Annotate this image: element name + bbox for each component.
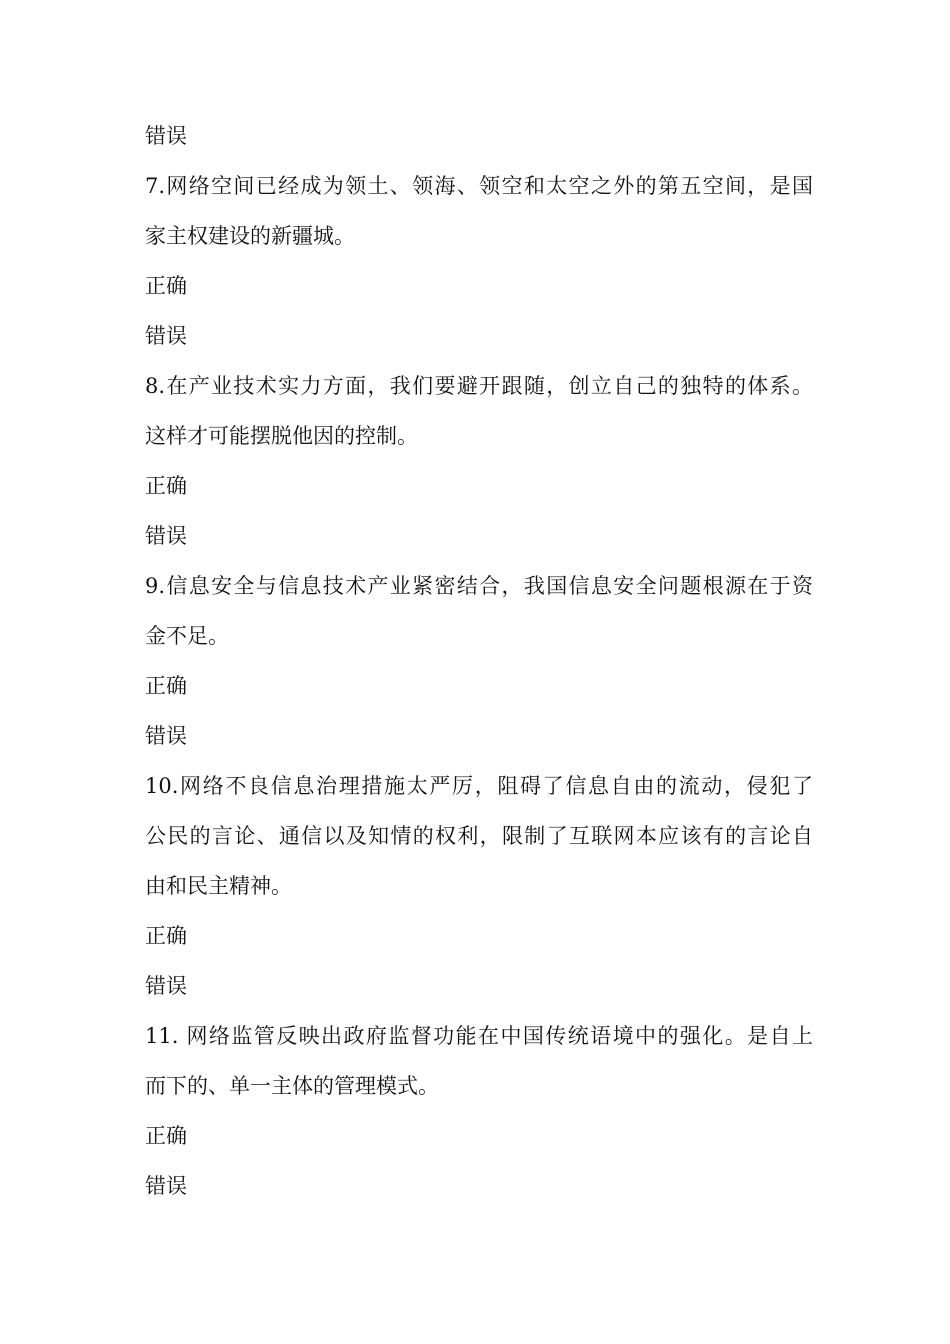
- option-wrong: 错误: [145, 324, 187, 348]
- question-7: [145, 161, 813, 361]
- option-wrong: 错误: [145, 724, 187, 748]
- question-text-line: 由和民主精神。: [145, 874, 292, 898]
- question-11: [145, 1011, 813, 1211]
- question-text-line: 9.信息安全与信息技术产业紧密结合，我国信息安全问题根源在于资: [145, 574, 813, 598]
- option-wrong: 错误: [145, 974, 187, 998]
- question-text-line: 11. 网络监管反映出政府监督功能在中国传统语境中的强化。是自上: [145, 1024, 813, 1048]
- question-text-line: 家主权建设的新疆城。: [145, 224, 355, 248]
- option-correct: 正确: [145, 1124, 187, 1148]
- question-text-line: 10.网络不良信息治理措施太严厉，阻碍了信息自由的流动，侵犯了: [145, 774, 813, 798]
- question-text-line: 公民的言论、通信以及知情的权利，限制了互联网本应该有的言论自: [145, 824, 813, 848]
- option-wrong: 错误: [145, 1174, 187, 1198]
- option-correct: 正确: [145, 674, 187, 698]
- option-correct: 正确: [145, 474, 187, 498]
- option-correct: 正确: [145, 274, 187, 298]
- question-9: [145, 561, 813, 761]
- option-wrong: 错误: [145, 124, 187, 148]
- question-text-line: 这样才可能摆脱他因的控制。: [145, 424, 418, 448]
- question-text-line: 而下的、单一主体的管理模式。: [145, 1074, 439, 1098]
- question-text-line: 7.网络空间已经成为领土、领海、领空和太空之外的第五空间，是国: [145, 174, 813, 198]
- document-page: [145, 111, 813, 1211]
- question-text-line: 8.在产业技术实力方面，我们要避开跟随，创立自己的独特的体系。: [145, 374, 813, 398]
- question-8: [145, 361, 813, 561]
- option-correct: 正确: [145, 924, 187, 948]
- question-10: [145, 761, 813, 1011]
- question-text-line: 金不足。: [145, 624, 229, 648]
- option-wrong: 错误: [145, 524, 187, 548]
